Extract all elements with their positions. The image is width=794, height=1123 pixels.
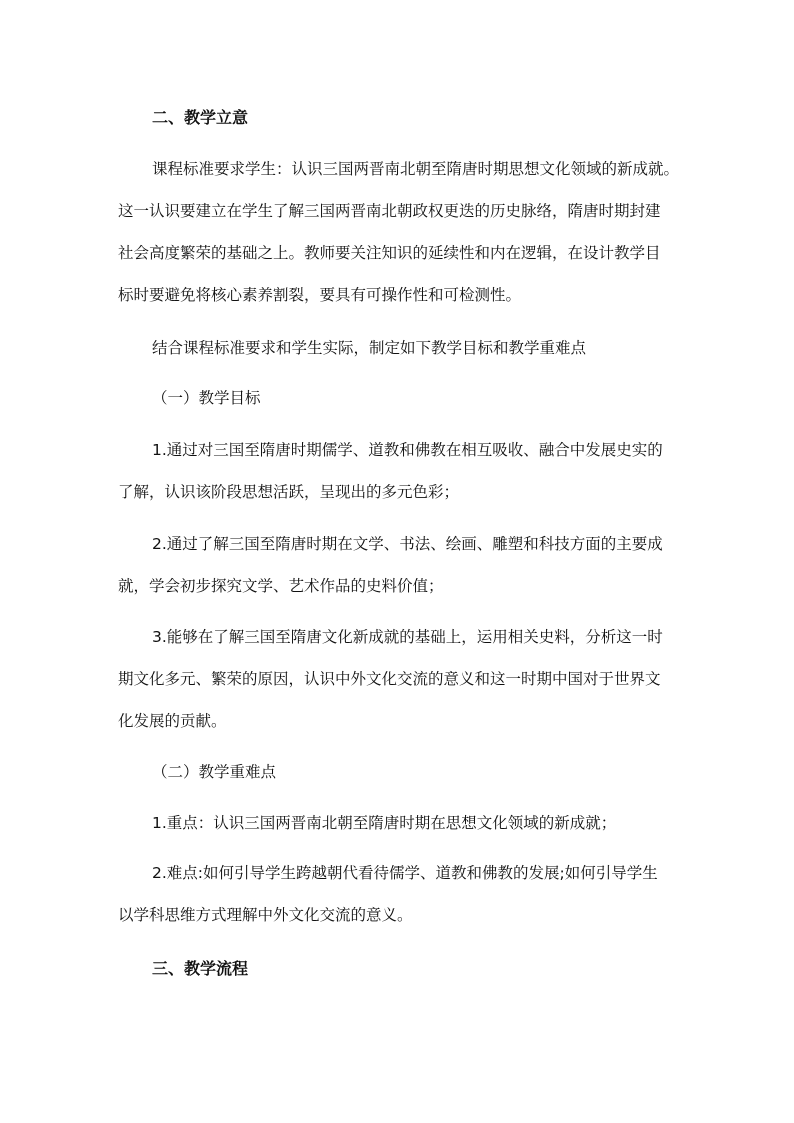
paragraph-line: 标时要避免将核心素养割裂，要具有可操作性和可检测性。 bbox=[118, 286, 522, 304]
subheading-key-points: （二）教学重难点 bbox=[152, 763, 277, 781]
section-heading-teaching-process: 三、教学流程 bbox=[152, 959, 249, 978]
key-point-item: 1.重点：认识三国两晋南北朝至隋唐时期在思想文化领域的新成就； bbox=[152, 814, 617, 832]
goal-item-3: 3.能够在了解三国至隋唐文化新成就的基础上，运用相关史料，分析这一时 bbox=[152, 628, 663, 646]
subheading-teaching-goals: （一）教学目标 bbox=[152, 389, 261, 407]
goal-item-2: 2.通过了解三国至隋唐时期在文学、书法、绘画、雕塑和科技方面的主要成 bbox=[152, 535, 663, 553]
goal-item-2-cont: 就，学会初步探究文学、艺术作品的史料价值； bbox=[118, 577, 444, 595]
paragraph-line: 课程标准要求学生：认识三国两晋南北朝至隋唐时期思想文化领域的新成就。 bbox=[152, 160, 680, 178]
goal-item-3-cont: 化发展的贡献。 bbox=[118, 712, 227, 730]
goal-item-3-cont: 期文化多元、繁荣的原因，认识中外文化交流的意义和这一时期中国对于世界文 bbox=[118, 670, 661, 688]
goal-item-1: 1.通过对三国至隋唐时期儒学、道教和佛教在相互吸收、融合中发展史实的 bbox=[152, 441, 663, 459]
section-heading-teaching-intent: 二、教学立意 bbox=[152, 108, 249, 127]
paragraph-line: 结合课程标准要求和学生实际，制定如下教学目标和教学重难点 bbox=[152, 339, 587, 357]
difficulty-item: 2.难点:如何引导学生跨越朝代看待儒学、道教和佛教的发展;如何引导学生 bbox=[152, 864, 658, 882]
goal-item-1-cont: 了解，认识该阶段思想活跃，呈现出的多元色彩； bbox=[118, 483, 460, 501]
paragraph-line: 这一认识要建立在学生了解三国两晋南北朝政权更迭的历史脉络，隋唐时期封建 bbox=[118, 202, 661, 220]
paragraph-line: 社会高度繁荣的基础之上。教师要关注知识的延续性和内在逻辑，在设计教学目 bbox=[118, 244, 661, 262]
difficulty-item-cont: 以学科思维方式理解中外文化交流的意义。 bbox=[118, 906, 413, 924]
